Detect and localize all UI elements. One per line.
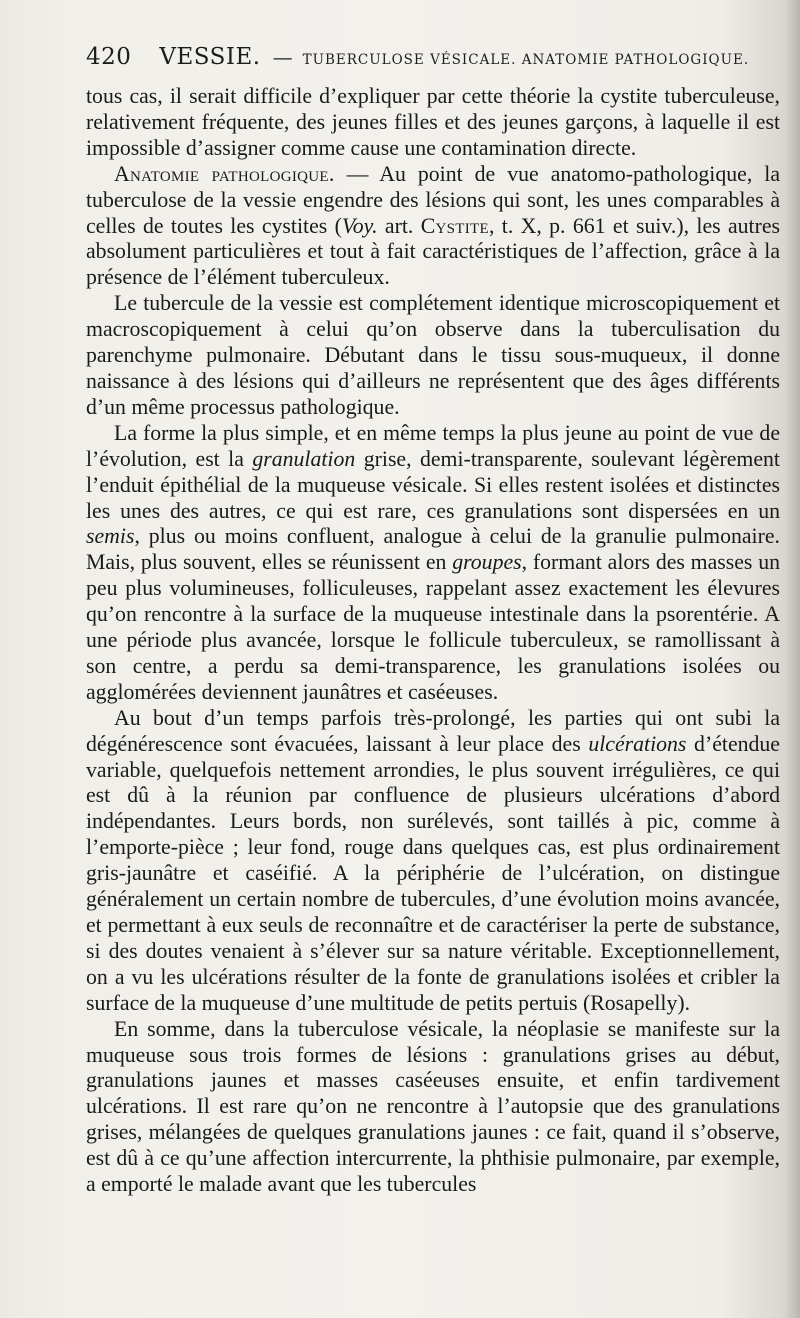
italic-ulcerations: ulcérations <box>588 731 687 756</box>
text-run: La forme la plus simple, et en même temps la plus jeune au point de vue de l’évolution, est la <box>86 420 780 471</box>
text-run: , formant alors des masses un peu plus volumineuses, folliculeuses, rappelant assez exactement les élevures qu’on rencontre à la surface de la muqueuse intestinale dans la psorentérie. A une période plus avancée, lorsque le follicule tuberculeux, se ramollissant à son centre, a perdu sa demi-transparence, les granulations isolées ou agglomérées deviennent jaunâtres et caséeuses. <box>86 550 780 704</box>
section-heading-anatomie: Anatomie pathologique. <box>114 161 335 186</box>
body-text <box>86 84 780 1198</box>
paragraph-anatomie <box>86 162 780 292</box>
paragraph-continuation: tous cas, il serait difficile d’expliquer par cette théorie la cystite tuberculeuse, relativement fréquente, des jeunes filles et des jeunes garçons, à laquelle il est impossible d’assigner comme cause une contamination directe. <box>86 84 780 160</box>
paragraph-tubercule: Le tubercule de la vessie est complétement identique microscopiquement et macroscopiquement à celui qu’on observe dans la tuberculisation du parenchyme pulmonaire. Débutant dans le tissu sous-muqueux, il donne naissance à des lésions qui d’ailleurs ne représentent que des âges différents d’un même processus pathologique. <box>86 291 780 419</box>
italic-groupes: groupes <box>452 550 522 575</box>
italic-granulation: granulation <box>252 446 356 471</box>
paragraph-en-somme: En somme, dans la tuberculose vésicale, la néoplasie se manifeste sur la muqueuse sous trois formes de lésions : granulations grises au début, granulations jaunes et masses caséeuses ensuite, et enfin tardivement ulcérations. Il est rare qu’on ne rencontre à l’autopsie que des granulations grises, mélangées de quelques granulations jaunes : ce fait, quand il s’observe, est dû à ce qu’une affection intercurrente, la phthisie pulmonaire, par exemple, a emporté le malade avant que les tubercules <box>86 1016 780 1197</box>
paragraph-ulcerations <box>86 706 780 1017</box>
paragraph-anatomie-text-2: , t. X, p. 661 et suiv.), les autres absolument particulières et tout à fait caractéristiques de l’affection, grâce à la présence de l’élément tuberculeux. <box>86 213 780 290</box>
reference-voy: Voy. <box>341 213 378 238</box>
reference-cystite: Cystite <box>420 213 489 238</box>
header-dash: — <box>272 45 293 69</box>
paragraph-granulation <box>86 421 780 706</box>
text-run: Au bout d’un temps parfois très-prolongé, les parties qui ont subi la dégénérescence sont évacuées, laissant à leur place des <box>86 705 780 756</box>
page-number: 420 <box>86 44 132 70</box>
reference-art: art. <box>377 213 421 238</box>
section-title: VESSIE. <box>159 44 261 70</box>
italic-semis: semis <box>86 524 135 549</box>
heading-dash: — <box>346 161 369 186</box>
page-header <box>86 44 776 84</box>
text-run: , plus ou moins confluent, analogue à celui de la granulie pulmonaire. Mais, plus souvent, elles se réunissent en <box>86 524 780 575</box>
text-run: grise, demi-transparente, soulevant légèrement l’enduit épithélial de la muqueuse vésicale. Si elles restent isolées et distinctes les unes des autres, ce qui est rare, ces granulations sont dispersées en un <box>86 446 780 523</box>
text-run: d’étendue variable, quelquefois nettement arrondies, le plus souvent irrégulières, ce qui est dû à la réunion par confluence de plusieurs ulcérations d’abord indépendantes. Leurs bords, non surélevés, sont taillés à pic, comme à l’emporte-pièce ; leur fond, rouge dans quelques cas, est plus ordinairement gris-jaunâtre et caséifié. A la périphérie de l’ulcération, on distingue généralement un certain nombre de tubercules, d’une évolution moins avancée, et permettant à eux seuls de reconnaître et de caractériser la perte de substance, si des doutes venaient à s’élever sur sa nature véritable. Exceptionnellement, on a vu les ulcérations résulter de la fonte de granulations isolées et cribler la surface de la muqueuse d’une multitude de petits pertuis (Rosapelly). <box>86 731 780 1015</box>
running-title: TUBERCULOSE VÉSICALE. ANATOMIE PATHOLOGIQUE. <box>302 52 750 68</box>
paragraph-anatomie-text-1: Au point de vue anatomo-pathologique, la tuberculose de la vessie engendre des lésions qui sont, les unes comparables à celles de toutes les cystites ( <box>86 161 780 238</box>
